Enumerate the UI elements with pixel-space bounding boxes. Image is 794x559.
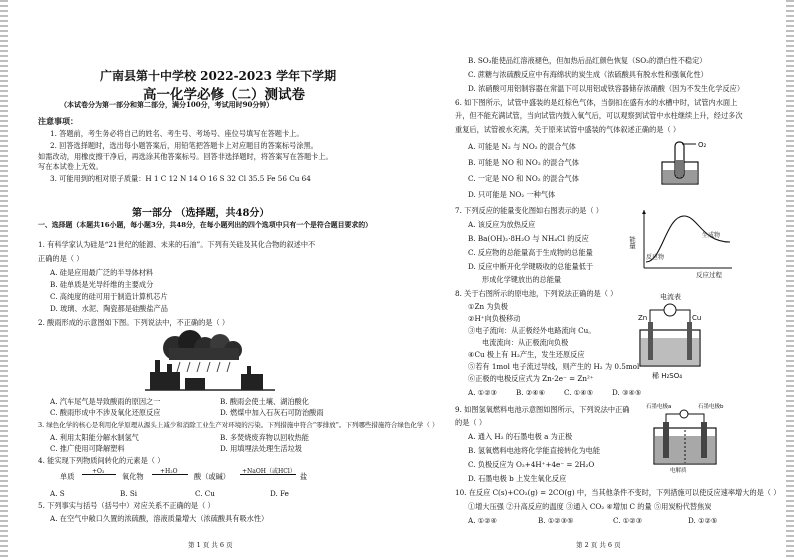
q5-option-d: D. 浓硝酸可用铝制容器在常温下可以用铝或铁容器储存浓硝酸（因为不发生化学反应） bbox=[468, 84, 745, 93]
q8-meter-label: 电流表 bbox=[660, 293, 681, 301]
q6-o2-label: O₂ bbox=[698, 141, 707, 149]
q8-option-c: C. ①④⑤ bbox=[564, 388, 594, 397]
q7-option-d-line1: D. 反应中断开化学键吸收的总能量低于 bbox=[468, 262, 594, 271]
q8-item-3: ③电子流向：从正极经外电路流向 Cu。 bbox=[468, 326, 596, 335]
q1-stem-line2: 正确的是（ ） bbox=[38, 254, 84, 263]
q4-option-a: A. S bbox=[50, 489, 65, 498]
scan-edge-right bbox=[786, 0, 794, 559]
q8-galvanic-cell bbox=[632, 290, 712, 382]
q4-stem: 4. 能实现下列物质间转化的元素是（ ） bbox=[38, 456, 165, 465]
q7-energy-diagram bbox=[628, 206, 736, 279]
note-2b: 如需改动，用橡皮擦干净后，再选涂其他答案标号。回答非选择题时，将答案写在答题卡上。 bbox=[38, 152, 333, 161]
q9-option-b: B. 氢氧燃料电池将化学能直接转化为电能 bbox=[468, 446, 601, 455]
arrow1-line bbox=[82, 474, 116, 475]
q6-test-tube-figure bbox=[658, 136, 718, 188]
q8-stem: 8. 关于右图所示的原电池，下列说法正确的是（ ） bbox=[455, 289, 618, 298]
q5-option-c: C. 蔗糖与浓硫酸反应中有海绵状的炭生成（浓硫酸具有脱水性和强氧化性） bbox=[468, 70, 708, 79]
q8-cu-label: Cu bbox=[692, 314, 702, 322]
q2-options-row1 bbox=[50, 397, 309, 406]
factory-shape bbox=[150, 360, 263, 390]
q3-option-a: A. 利用太阳能分解水制氢气 bbox=[50, 433, 139, 442]
q2-options-row2 bbox=[50, 408, 324, 417]
part1-heading: 第一部分 （选择题，共48分） bbox=[132, 208, 270, 219]
exam-title: 高一化学必修（二）测试卷 bbox=[143, 87, 305, 103]
q4-option-b: B. Si bbox=[120, 489, 138, 498]
q4-conversion-chain bbox=[60, 467, 380, 487]
q10-option-a: A. ①②④ bbox=[468, 516, 498, 525]
q10-option-c: C. ①②③ bbox=[613, 516, 643, 525]
q9-electrolyte-label: 电解质 bbox=[670, 468, 687, 474]
scan-edge-left bbox=[0, 0, 8, 559]
note-3: 3. 可能用到的相对原子质量：H 1 C 12 N 14 O 16 S 32 Cl 35.5 Fe 56 Cu 64 bbox=[50, 174, 311, 183]
q7-reactant-label: 反应物 bbox=[646, 254, 665, 261]
q8-option-a: A. ①②③ bbox=[468, 388, 498, 397]
q3-option-c: C. 推广使用可降解塑料 bbox=[50, 444, 125, 453]
q10-option-d: D. ①②⑤ bbox=[688, 516, 718, 525]
q7-x-label: 反应过程 bbox=[696, 271, 722, 279]
q4-option-c: C. Cu bbox=[195, 489, 215, 498]
chain-end: 盐 bbox=[300, 472, 308, 481]
arrow3-label: +NaOH（或HCl） bbox=[242, 468, 296, 475]
q6-option-a: A. 可能是 N₂ 与 NO₂ 的混合气体 bbox=[468, 142, 576, 151]
arrow1-label: +O₂ bbox=[92, 468, 105, 475]
q3-stem: 3. 绿色化学的核心是利用化学原理从源头上减少和消除工业生产对环境的污染。下列措施中符合“零排放”。下列哪些措施符合绿色化学（ ） bbox=[38, 421, 439, 429]
q8-zn-label: Zn bbox=[638, 314, 648, 322]
q4-option-d: D. Fe bbox=[270, 489, 289, 498]
q6-option-b: B. 可能是 NO 和 NO₂ 的混合气体 bbox=[468, 158, 579, 167]
q7-option-a: A. 该反应为放热反应 bbox=[468, 220, 536, 229]
q2-option-d: D. 燃煤中加入石灰石可防治酸雨 bbox=[220, 408, 324, 417]
q6-option-c: C. 一定是 NO 和 NO₂ 的混合气体 bbox=[468, 174, 579, 183]
footer-right: 第 2 页 共 6 页 bbox=[576, 541, 621, 549]
q8-option-b: B. ②④⑥ bbox=[516, 388, 546, 397]
page-right bbox=[410, 0, 794, 559]
q2-option-c: C. 酸雨形成中不涉及氧化还原反应 bbox=[50, 408, 161, 417]
q1-stem-line1: 1. 有科学家认为硅是“21世纪的能源、未来的石油”。下列有关硅及其化合物的叙述中不 bbox=[38, 240, 316, 249]
notes-heading: 注意事项： bbox=[38, 116, 78, 126]
arrow2-line bbox=[152, 474, 188, 475]
section-intro: 一、选择题（本题共16小题，每小题3分，共48分，在每小题列出的四个选项中只有一个是符合题目要求的） bbox=[38, 221, 373, 229]
q9-option-a: A. 通入 H₂ 的石墨电极 a 为正极 bbox=[468, 432, 573, 441]
q7-option-c: C. 反应物的总能量高于生成物的总能量 bbox=[468, 248, 593, 257]
chain-start: 单质 bbox=[60, 472, 75, 481]
q8-item-4: ④Cu 极上有 H₂产生，发生还原反应 bbox=[468, 350, 585, 359]
note-2a: 2. 回答选择题时，选出每小题答案后，用铅笔把答题卡上对应题目的答案标号涂黑。 bbox=[50, 141, 318, 150]
q8-item-3b: 电流流向：从正极流向负极 bbox=[482, 338, 569, 347]
q1-option-c: C. 高纯度的硅可用于制造计算机芯片 bbox=[50, 292, 168, 301]
q2-option-b: B. 酸雨会使土壤、湖泊酸化 bbox=[220, 397, 309, 406]
q2-stem: 2. 酸雨形成的示意图如下图。下列说法中，不正确的是（ ） bbox=[38, 318, 230, 327]
q7-option-d-line2: 形成化学键放出的总能量 bbox=[482, 275, 562, 284]
q8-item-2: ②H⁺向负极移动 bbox=[468, 314, 521, 323]
arrow2-label: +H₂O bbox=[160, 468, 178, 475]
q9-fuel-cell bbox=[646, 400, 726, 474]
footer-left: 第 1 页 共 6 页 bbox=[188, 541, 233, 549]
note-2c: 写在本试卷上无效。 bbox=[38, 162, 103, 171]
q3-options-row1 bbox=[50, 433, 309, 442]
q8-solution-label: 稀 H₂SO₄ bbox=[652, 372, 683, 380]
q10-items: ①增大压强 ②升高反应的温度 ③通入 CO₂ ④增加 C 的量 ⑤用炭粉代替焦炭 bbox=[468, 502, 712, 511]
q9-stem-line2: 的是（ ） bbox=[455, 418, 487, 427]
q6-stem-line1: 6. 如下图所示，试管中盛装的是红棕色气体，当倒扣在盛有水的水槽中时，试管内水面上 bbox=[455, 98, 738, 107]
q5-stem: 5. 下列事实与括号（括号中）对应关系不正确的是（ ） bbox=[38, 501, 215, 510]
q6-stem-line3: 重复后，试管被水充满，关于原来试管中盛装的气体叙述正确的是（ ） bbox=[455, 125, 681, 134]
q9-stem-line1: 9. 如图氢氧燃料电池示意图如图所示，下列说法中正确 bbox=[455, 405, 630, 414]
q1-option-b: B. 硅单质是光导纤维的主要成分 bbox=[50, 280, 154, 289]
rain-lines bbox=[177, 362, 230, 372]
q5-option-a: A. 在空气中敞口久置的浓硫酸，溶液质量增大（浓硫酸具有吸水性） bbox=[50, 514, 269, 523]
q8-item-1: ①Zn 为负极 bbox=[468, 302, 508, 311]
q6-stem-line2: 升，但不能充满试管，当向试管内鼓入氧气后，可以观察到试管中水柱继续上升，经过多次 bbox=[455, 111, 743, 120]
q7-y-label: 能量 bbox=[628, 236, 636, 249]
q3-options-row2 bbox=[50, 444, 302, 453]
q3-option-d: D. 用填埋法处理生活垃圾 bbox=[220, 444, 302, 453]
q8-item-6: ⑥正极的电极反应式为 Zn-2e⁻ = Zn²⁺ bbox=[468, 374, 594, 383]
chain-mid1: 氧化物 bbox=[122, 472, 144, 481]
exam-note: （本试卷分为第一部分和第二部分，满分100分，考试用时90分钟） bbox=[60, 100, 274, 109]
q7-stem: 7. 下列反应的能量变化图如右图表示的是（ ） bbox=[455, 206, 603, 215]
acid-rain-illustration bbox=[145, 330, 275, 392]
q7-option-b: B. Ba(OH)₂·8H₂O 与 NH₄Cl 的反应 bbox=[468, 234, 589, 243]
q8-option-d: D. ③④⑤ bbox=[612, 388, 642, 397]
q9-option-d: D. 石墨电极 b 上发生氧化反应 bbox=[468, 474, 567, 483]
arrow3-line bbox=[240, 474, 296, 475]
school-title: 广南县第十中学校 2022-2023 学年下学期 bbox=[100, 69, 337, 83]
q8-item-5: ⑤若有 1mol 电子流过导线，则产生的 H₂ 为 0.5mol bbox=[468, 362, 640, 371]
q6-option-d: D. 只可能是 NO₂ 一种气体 bbox=[468, 190, 556, 199]
q1-option-d: D. 玻璃、水泥、陶瓷都是硅酸盐产品 bbox=[50, 304, 168, 313]
q9-option-c: C. 负极反应为 O₂+4H⁺+4e⁻ = 2H₂O bbox=[468, 460, 595, 469]
cloud-shape bbox=[163, 330, 242, 360]
q2-option-a: A. 汽车尾气是导致酸雨的原因之一 bbox=[50, 397, 161, 406]
q1-option-a: A. 硅是应用最广泛的半导体材料 bbox=[50, 268, 154, 277]
q10-stem: 10. 在反应 C(s)+CO₂(g) = 2CO(g) 中，当其他条件不变时，下列措施可以使反应速率增大的是（ ） bbox=[455, 488, 781, 497]
q10-option-b: B. ①②③⑤ bbox=[538, 516, 574, 525]
chain-mid2: 酸（或碱） bbox=[194, 472, 230, 481]
q5-option-b: B. SO₂能使品红溶液褪色，但加热后品红颜色恢复（SO₂的漂白性不稳定） bbox=[468, 56, 707, 65]
q7-product-label: 生成物 bbox=[702, 232, 721, 239]
q3-option-b: B. 多焚烧废弃物以回收热能 bbox=[220, 433, 309, 442]
note-1: 1. 答题前，考生务必将自己的姓名、考生号、考场号、座位号填写在答题卡上。 bbox=[50, 129, 304, 138]
q9-electrode-a-label: 石墨电极a bbox=[646, 404, 672, 410]
q9-electrode-b-label: 石墨电极b bbox=[698, 404, 724, 410]
